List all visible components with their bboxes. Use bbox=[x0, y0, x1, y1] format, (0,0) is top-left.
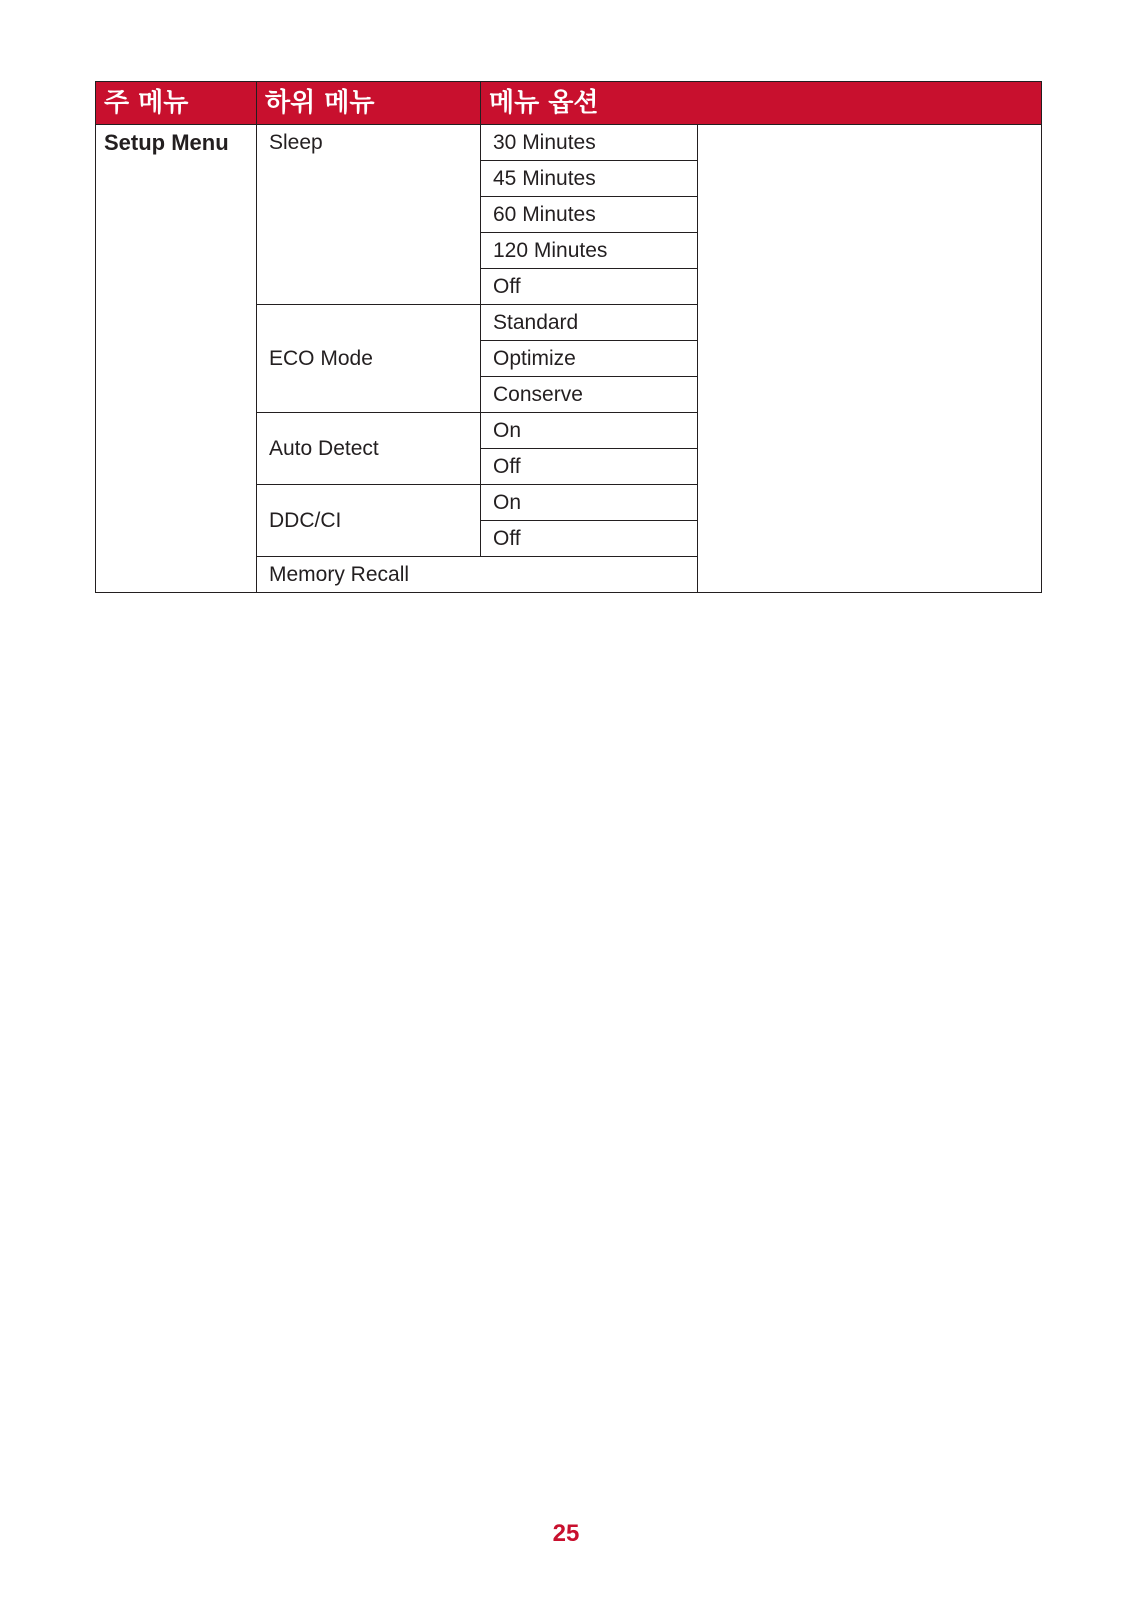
option-cell: Conserve bbox=[481, 377, 698, 413]
option-cell: 120 Minutes bbox=[481, 233, 698, 269]
table-row bbox=[96, 125, 1042, 161]
table-body bbox=[96, 125, 1042, 593]
option-cell: Optimize bbox=[481, 341, 698, 377]
main-menu-cell: Setup Menu bbox=[96, 125, 257, 593]
header-row bbox=[96, 82, 1042, 125]
option-cell: On bbox=[481, 413, 698, 449]
sub-menu-sleep: Sleep bbox=[257, 125, 481, 305]
page-number: 25 bbox=[552, 1520, 580, 1547]
sub-menu-auto-detect: Auto Detect bbox=[257, 413, 481, 485]
menu-table bbox=[95, 81, 1042, 593]
sub-menu-eco-mode: ECO Mode bbox=[257, 305, 481, 413]
option-cell: 60 Minutes bbox=[481, 197, 698, 233]
option-cell: Standard bbox=[481, 305, 698, 341]
header-menu-option: 메뉴 옵션 bbox=[481, 82, 1042, 125]
header-sub-menu: 하위 메뉴 bbox=[257, 82, 481, 125]
sub-menu-ddc-ci: DDC/CI bbox=[257, 485, 481, 557]
table-header bbox=[96, 82, 1042, 125]
option-cell: On bbox=[481, 485, 698, 521]
option-cell: 45 Minutes bbox=[481, 161, 698, 197]
blank-column bbox=[698, 125, 1042, 593]
header-main-menu: 주 메뉴 bbox=[96, 82, 257, 125]
option-cell: Off bbox=[481, 269, 698, 305]
option-cell: 30 Minutes bbox=[481, 125, 698, 161]
option-cell: Off bbox=[481, 521, 698, 557]
sub-menu-memory-recall: Memory Recall bbox=[257, 557, 698, 593]
option-cell: Off bbox=[481, 449, 698, 485]
